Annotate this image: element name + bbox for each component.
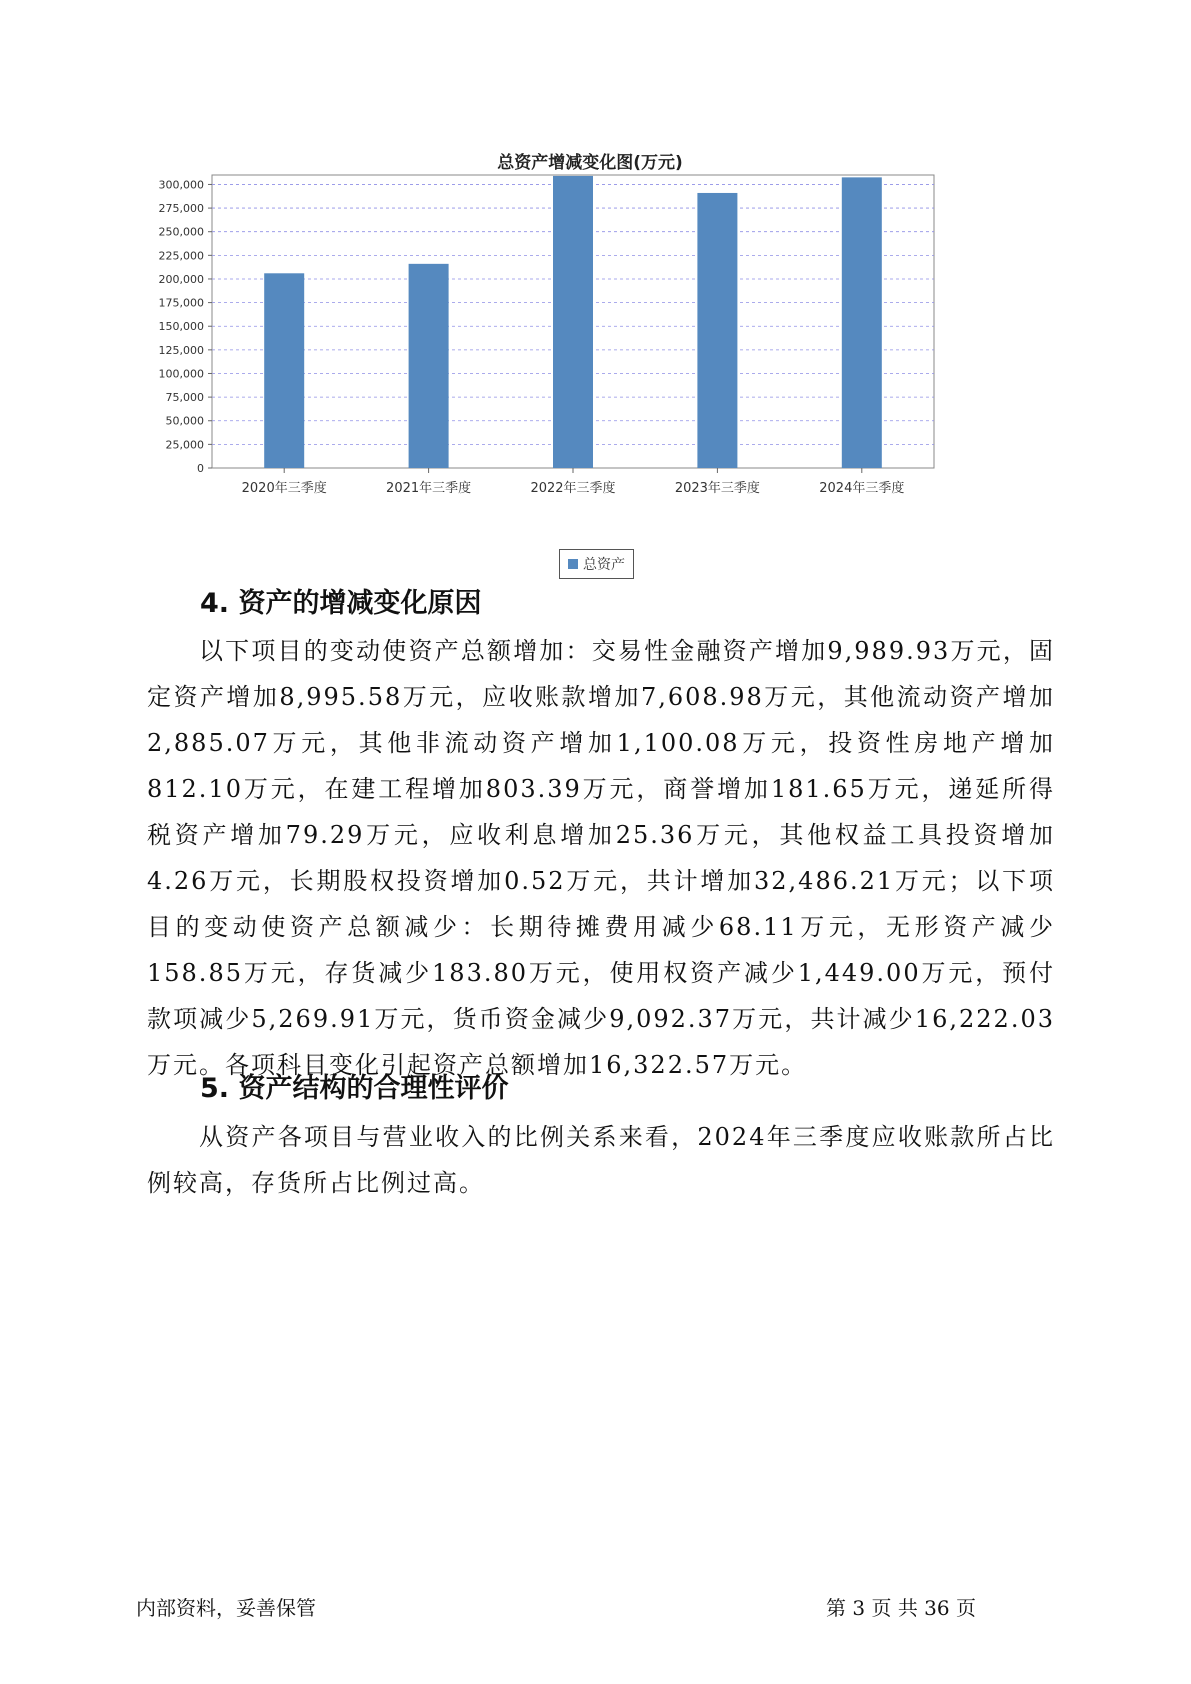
y-tick-label: 175,000	[158, 296, 204, 310]
x-tick-label: 2020年三季度	[241, 481, 327, 496]
x-tick-label: 2023年三季度	[674, 481, 760, 496]
y-tick-label: 100,000	[158, 367, 204, 381]
paragraph-asset-change-reasons: 以下项目的变动使资产总额增加：交易性金融资产增加9,989.93万元，固定资产增加8,995.58万元，应收账款增加7,608.98万元，其他流动资产增加2,885.07万元，其他非流动资产增加1,100.08万元，投资性房地产增加812.10万元，在建工程增加803.39万元，商誉增加181.65万元，递延所得税资产增加79.29万元，应收利息增加25.36万元，其他权益工具投资增加4.26万元，长期股权投资增加0.52万元，共计增加32,486.21万元；以下项目的变动使资产总额减少：长期待摊费用减少68.11万元，无形资产减少158.85万元，存货减少183.80万元，使用权资产减少1,449.00万元，预付款项减少5,269.91万元，货币资金减少9,092.37万元，共计减少16,222.03万元。各项科目变化引起资产总额增加16,322.57万元。	[147, 637, 1055, 1079]
y-tick-label: 225,000	[158, 249, 204, 263]
legend-label: 总资产	[583, 557, 625, 573]
bar	[264, 273, 304, 468]
section-heading-asset-structure-evaluation: 5. 资产结构的合理性评价	[200, 1073, 509, 1104]
legend-swatch	[568, 559, 578, 569]
bar	[553, 176, 593, 468]
y-tick-label: 200,000	[158, 272, 204, 286]
asset-change-chart	[150, 140, 1030, 600]
y-tick-label: 150,000	[158, 320, 204, 334]
bar	[842, 177, 882, 468]
chart-plot	[150, 140, 1030, 540]
x-tick-label: 2022年三季度	[530, 481, 616, 496]
footer-confidential-note: 内部资料，妥善保管	[136, 1596, 316, 1620]
y-tick-label: 125,000	[158, 343, 204, 357]
y-tick-label: 25,000	[165, 438, 204, 452]
y-tick-label: 50,000	[165, 414, 204, 428]
paragraph-asset-structure-evaluation: 从资产各项目与营业收入的比例关系来看，2024年三季度应收账款所占比例较高，存货所占比例过高。	[147, 1123, 1055, 1197]
bar	[697, 193, 737, 468]
x-tick-label: 2024年三季度	[819, 481, 905, 496]
y-tick-label: 75,000	[165, 391, 204, 405]
y-tick-label: 275,000	[158, 202, 204, 216]
y-tick-label: 250,000	[158, 225, 204, 239]
bar	[409, 264, 449, 468]
y-tick-label: 300,000	[158, 178, 204, 192]
section-heading-asset-change-reasons: 4. 资产的增减变化原因	[200, 588, 482, 619]
x-tick-label: 2021年三季度	[386, 481, 472, 496]
y-tick-label: 0	[197, 462, 204, 475]
chart-title: 总资产增减变化图(万元)	[497, 153, 683, 173]
chart-legend	[559, 549, 634, 579]
footer-page-number: 第 3 页 共 36 页	[826, 1596, 976, 1620]
